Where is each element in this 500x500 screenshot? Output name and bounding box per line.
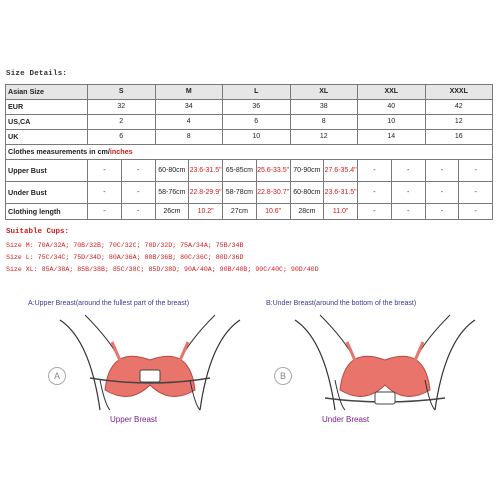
- table-cell: -: [459, 182, 493, 204]
- table-cell: -: [425, 204, 459, 220]
- size-header-s: S: [88, 85, 156, 100]
- table-cell: 23.6-31.5": [189, 160, 223, 182]
- table-row-us-ca: [6, 115, 493, 130]
- size-details-title: Size Details:: [6, 70, 68, 78]
- table-cell: 23.6-31.5": [324, 182, 358, 204]
- row-label: US,CA: [6, 115, 88, 130]
- table-cell: -: [121, 182, 155, 204]
- table-cell: 36: [223, 100, 291, 115]
- table-cell: 26cm: [155, 204, 189, 220]
- table-cell: -: [88, 204, 122, 220]
- measurements-label-inches: inches: [109, 147, 133, 156]
- measurements-header-row: [6, 145, 493, 160]
- table-cell: 70-90cm: [290, 160, 324, 182]
- table-cell: 27cm: [223, 204, 257, 220]
- size-header-xl: XL: [290, 85, 358, 100]
- table-cell: 8: [155, 130, 223, 145]
- table-cell: -: [358, 160, 392, 182]
- table-cell: 25.6-33.5": [256, 160, 290, 182]
- table-cell: 12: [425, 115, 493, 130]
- table-cell: 10.6": [256, 204, 290, 220]
- table-row-clothing-length: [6, 204, 493, 220]
- table-row-uk: [6, 130, 493, 145]
- row-label: Clothing length: [6, 204, 88, 220]
- under-breast-illustration: [285, 310, 485, 420]
- measurements-label-cm: Clothes measurements in cm/: [8, 147, 110, 156]
- caption-upper-breast: A:Upper Breast(around the fullest part of the breast): [28, 300, 190, 307]
- table-cell: 22.8-30.7": [256, 182, 290, 204]
- table-cell: 12: [290, 130, 358, 145]
- table-cell: -: [425, 160, 459, 182]
- size-header-m: M: [155, 85, 223, 100]
- table-cell: 11.0": [324, 204, 358, 220]
- suitable-cups-title: Suitable Cups:: [6, 228, 70, 236]
- table-cell: 34: [155, 100, 223, 115]
- table-row-eur: [6, 100, 493, 115]
- table-cell: -: [88, 182, 122, 204]
- size-table: [5, 84, 493, 220]
- table-cell: -: [121, 160, 155, 182]
- table-cell: 2: [88, 115, 156, 130]
- caption-under-breast: B:Under Breast(around the bottom of the breast): [266, 300, 417, 307]
- table-cell: 32: [88, 100, 156, 115]
- table-cell: 6: [88, 130, 156, 145]
- row-label: Upper Bust: [6, 160, 88, 182]
- cups-line-l: Size L: 75C/34C; 75D/34D; 80A/36A; 80B/36B; 80C/36C; 80D/36D: [6, 254, 244, 261]
- table-cell: 38: [290, 100, 358, 115]
- table-cell: -: [391, 160, 425, 182]
- table-cell: -: [358, 204, 392, 220]
- table-cell: 10.2": [189, 204, 223, 220]
- size-header-xxl: XXL: [358, 85, 426, 100]
- table-cell: -: [391, 204, 425, 220]
- table-header-row: [6, 85, 493, 100]
- under-breast-label: Under Breast: [322, 415, 370, 424]
- table-cell: 6: [223, 115, 291, 130]
- table-cell: 65-85cm: [223, 160, 257, 182]
- row-label: Under Bust: [6, 182, 88, 204]
- letter-b-badge: B: [274, 367, 292, 385]
- table-cell: -: [358, 182, 392, 204]
- table-cell: -: [88, 160, 122, 182]
- table-cell: 4: [155, 115, 223, 130]
- table-cell: -: [391, 182, 425, 204]
- table-cell: 58-78cm: [223, 182, 257, 204]
- table-cell: 10: [223, 130, 291, 145]
- table-row-upper-bust: [6, 160, 493, 182]
- table-cell: 58-76cm: [155, 182, 189, 204]
- table-cell: 28cm: [290, 204, 324, 220]
- table-cell: -: [459, 160, 493, 182]
- table-cell: 42: [425, 100, 493, 115]
- upper-breast-label: Upper Breast: [110, 415, 158, 424]
- row-label: UK: [6, 130, 88, 145]
- table-cell: -: [459, 204, 493, 220]
- measurements-label: [6, 145, 493, 160]
- table-cell: 27.6-35.4": [324, 160, 358, 182]
- table-cell: 16: [425, 130, 493, 145]
- row-label: EUR: [6, 100, 88, 115]
- upper-breast-illustration: [50, 310, 250, 420]
- cups-line-xl: Size XL: 85A/38A; 85B/38B; 85C/38C; 85D/38D; 90A/40A; 90B/40B; 90C/40C; 90D/40D: [6, 266, 319, 273]
- asian-size-label: Asian Size: [6, 85, 88, 100]
- table-cell: 60-80cm: [290, 182, 324, 204]
- table-cell: 8: [290, 115, 358, 130]
- table-cell: 10: [358, 115, 426, 130]
- size-header-l: L: [223, 85, 291, 100]
- table-cell: 60-80cm: [155, 160, 189, 182]
- table-cell: 14: [358, 130, 426, 145]
- table-cell: 22.8-29.9": [189, 182, 223, 204]
- table-cell: -: [425, 182, 459, 204]
- table-cell: 40: [358, 100, 426, 115]
- table-row-under-bust: [6, 182, 493, 204]
- size-header-xxxl: XXXL: [425, 85, 493, 100]
- cups-line-m: Size M: 70A/32A; 70B/32B; 70C/32C; 70D/32D; 75A/34A; 75B/34B: [6, 242, 244, 249]
- letter-a-badge: A: [48, 367, 66, 385]
- table-cell: -: [121, 204, 155, 220]
